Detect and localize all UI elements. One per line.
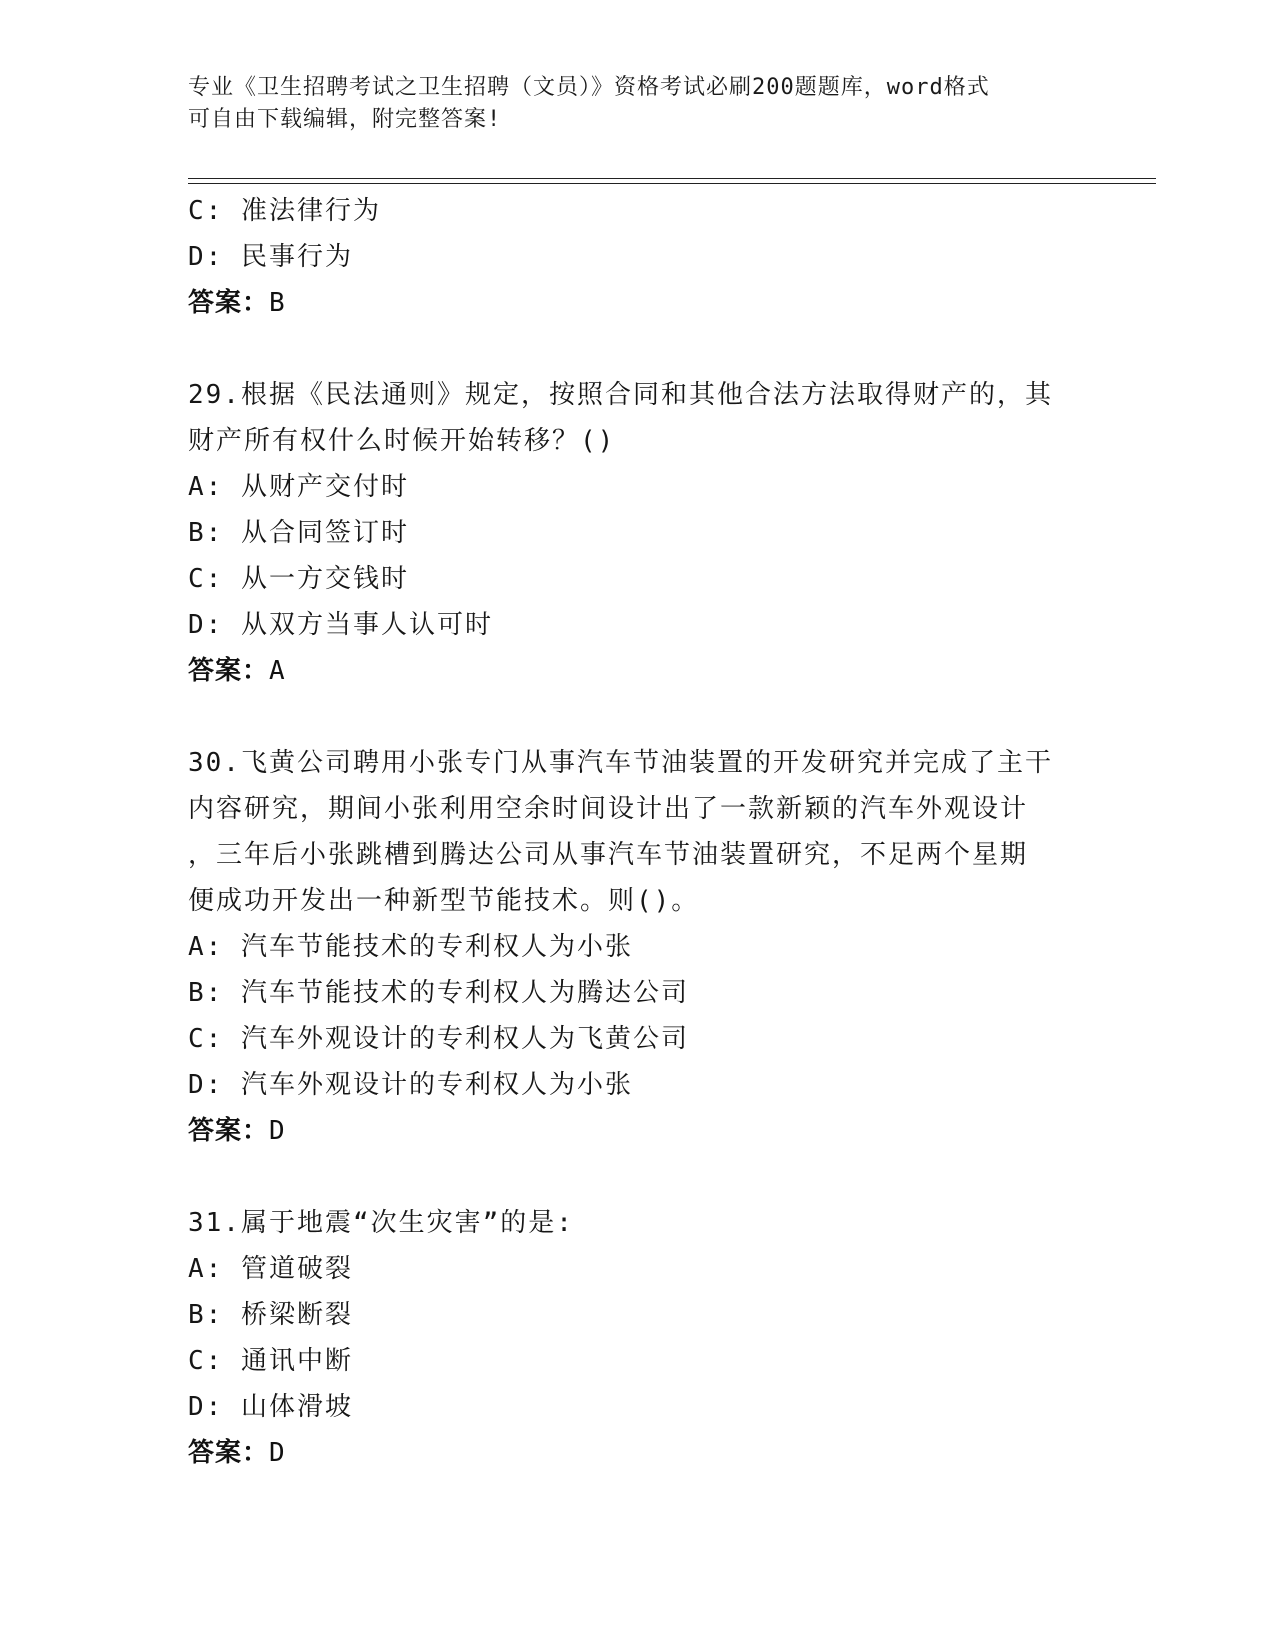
spacer	[188, 326, 1088, 372]
question-text-line: ，三年后小张跳槽到腾达公司从事汽车节油装置研究，不足两个星期	[188, 840, 1029, 870]
question-text-line: 便成功开发出一种新型节能技术。则()。	[188, 886, 700, 916]
header-title-line-1: 专业《卫生招聘考试之卫生招聘（文员）》资格考试必刷200题题库，word格式	[188, 75, 990, 100]
question-31	[188, 1200, 1088, 1476]
option-a: A: 从财产交付时	[188, 472, 409, 502]
answer-line	[188, 1430, 1088, 1476]
option-d: D: 民事行为	[188, 242, 353, 272]
spacer	[188, 1154, 1088, 1200]
question-text-line: 29.根据《民法通则》规定，按照合同和其他合法方法取得财产的，其	[188, 380, 1053, 410]
question-30	[188, 740, 1088, 1154]
option-b: B: 桥梁断裂	[188, 1300, 353, 1330]
question-29	[188, 372, 1088, 694]
option-d: D: 山体滑坡	[188, 1392, 353, 1422]
option-a: A: 管道破裂	[188, 1254, 353, 1284]
question-text-line: 31.属于地震“次生灾害”的是:	[188, 1208, 574, 1238]
option-b: B: 从合同签订时	[188, 518, 409, 548]
document-header	[188, 72, 1088, 136]
question-list	[188, 188, 1088, 1476]
answer-line	[188, 280, 1088, 326]
option-b: B: 汽车节能技术的专利权人为腾达公司	[188, 978, 689, 1008]
answer-label: 答案：	[188, 656, 270, 686]
option-c: C: 准法律行为	[188, 196, 381, 226]
option-c: C: 汽车外观设计的专利权人为飞黄公司	[188, 1024, 689, 1054]
answer-line	[188, 648, 1088, 694]
option-c: C: 从一方交钱时	[188, 564, 409, 594]
answer-value: A	[269, 656, 286, 686]
answer-value: D	[269, 1116, 286, 1146]
answer-label: 答案：	[188, 1438, 270, 1468]
answer-label: 答案：	[188, 288, 270, 318]
header-divider-top	[188, 178, 1156, 179]
option-c: C: 通讯中断	[188, 1346, 353, 1376]
option-d: D: 从双方当事人认可时	[188, 610, 493, 640]
answer-value: B	[269, 288, 286, 318]
question-28-continued	[188, 188, 1088, 326]
answer-line	[188, 1108, 1088, 1154]
header-divider-bottom	[188, 183, 1156, 184]
option-d: D: 汽车外观设计的专利权人为小张	[188, 1070, 633, 1100]
header-title-line-2: 可自由下载编辑，附完整答案!	[188, 107, 502, 132]
spacer	[188, 694, 1088, 740]
option-a: A: 汽车节能技术的专利权人为小张	[188, 932, 633, 962]
question-text-line: 财产所有权什么时候开始转移？()	[188, 426, 616, 456]
answer-label: 答案：	[188, 1116, 270, 1146]
question-text-line: 30.飞黄公司聘用小张专门从事汽车节油装置的开发研究并完成了主干	[188, 748, 1053, 778]
question-text-line: 内容研究，期间小张利用空余时间设计出了一款新颖的汽车外观设计	[188, 794, 1029, 824]
answer-value: D	[269, 1438, 286, 1468]
